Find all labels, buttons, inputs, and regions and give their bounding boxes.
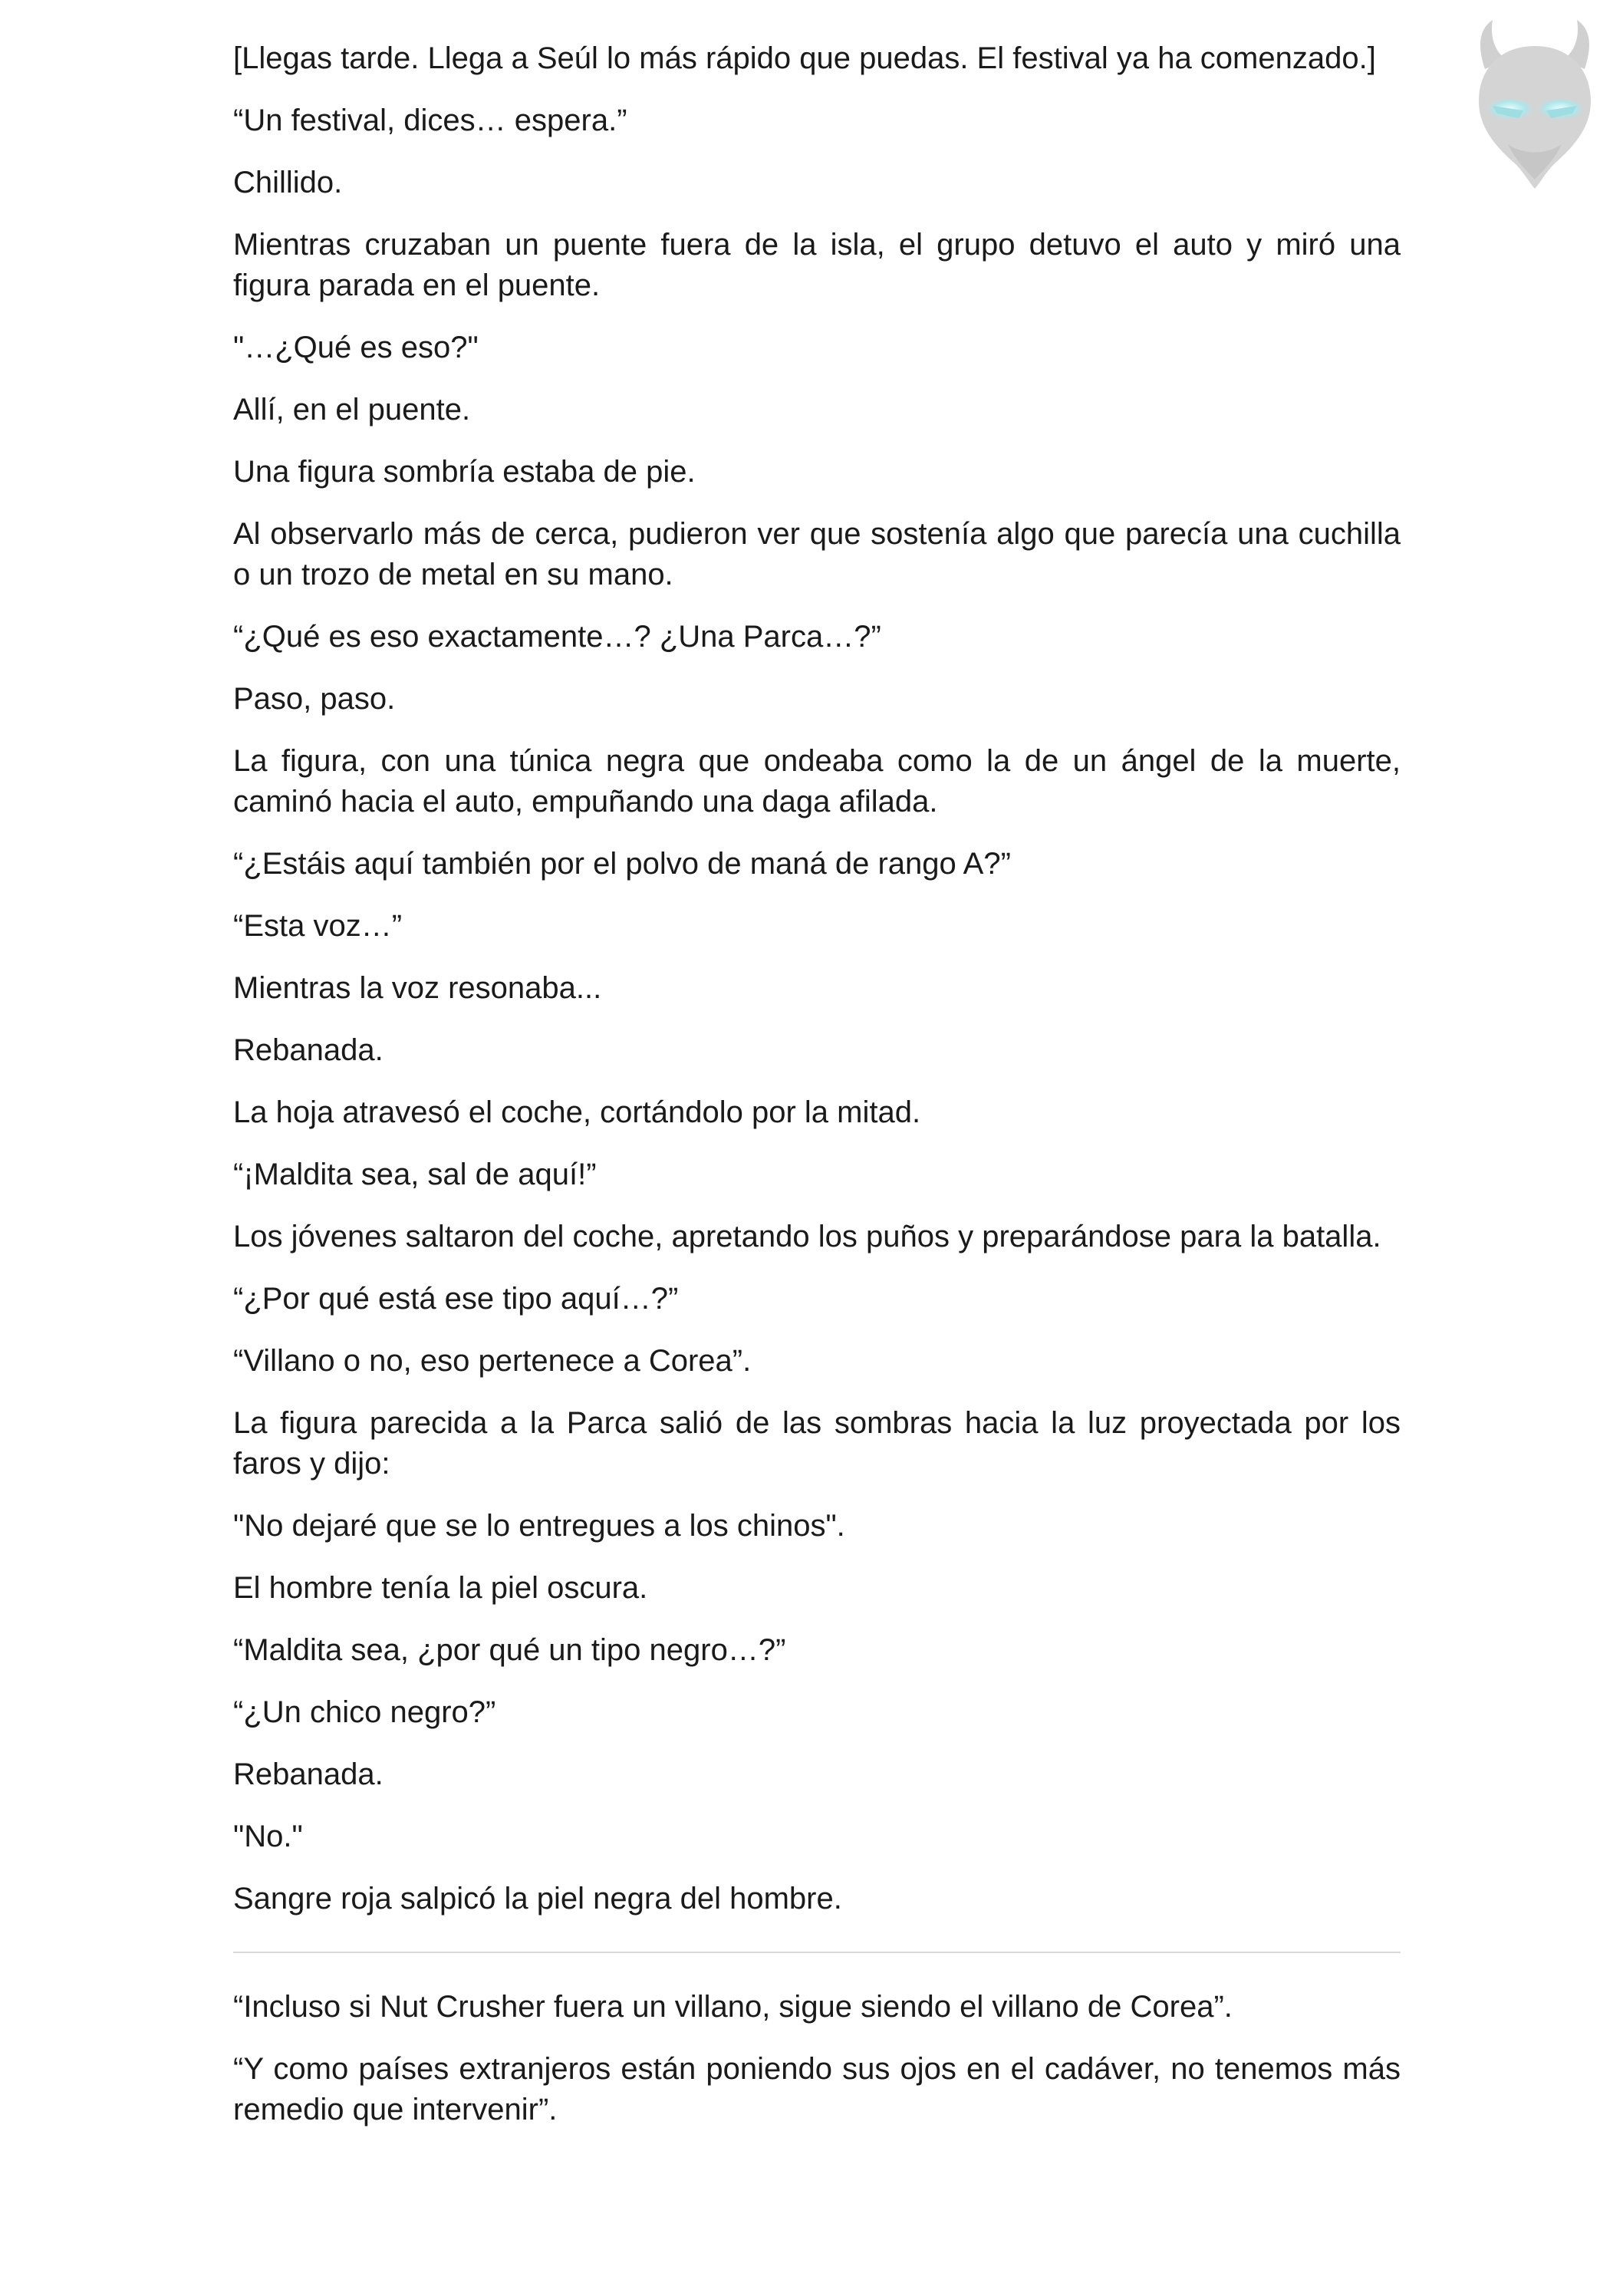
paragraph: "No dejaré que se lo entregues a los chinos". [233, 1509, 845, 1543]
paragraph: “¿Qué es eso exactamente…? ¿Una Parca…?” [233, 620, 881, 654]
chapter-text-after-divider [233, 1987, 1401, 2130]
paragraph: La figura, con una túnica negra que ondeaba como la de un ángel de la muerte, caminó hacia el auto, empuñando una daga afilada. [233, 744, 1401, 819]
paragraph: “Y como países extranjeros están poniendo sus ojos en el cadáver, no tenemos más remedio que intervenir”. [233, 2052, 1401, 2126]
paragraph: La figura parecida a la Parca salió de las sombras hacia la luz proyectada por los faros y dijo: [233, 1406, 1401, 1481]
document-body [233, 38, 1401, 2152]
paragraph: “¿Un chico negro?” [233, 1695, 496, 1729]
demon-head-logo-icon [1462, 15, 1608, 192]
paragraph: La hoja atravesó el coche, cortándolo por la mitad. [233, 1095, 921, 1129]
paragraph: Al observarlo más de cerca, pudieron ver que sostenía algo que parecía una cuchilla o un trozo de metal en su mano. [233, 517, 1401, 591]
paragraph: “Un festival, dices… espera.” [233, 104, 627, 137]
paragraph: “¿Estáis aquí también por el polvo de maná de rango A?” [233, 847, 1011, 881]
paragraph: Sangre roja salpicó la piel negra del hombre. [233, 1882, 842, 1916]
paragraph: El hombre tenía la piel oscura. [233, 1571, 648, 1605]
paragraph: Rebanada. [233, 1757, 384, 1791]
paragraph: “Villano o no, eso pertenece a Corea”. [233, 1344, 752, 1378]
paragraph: Mientras cruzaban un puente fuera de la isla, el grupo detuvo el auto y miró una figura parada en el puente. [233, 228, 1401, 302]
paragraph: Mientras la voz resonaba... [233, 971, 602, 1005]
paragraph: Paso, paso. [233, 682, 396, 716]
paragraph: Allí, en el puente. [233, 393, 471, 427]
paragraph: “Maldita sea, ¿por qué un tipo negro…?” [233, 1633, 786, 1667]
paragraph: “¡Maldita sea, sal de aquí!” [233, 1158, 597, 1191]
paragraph: “Esta voz…” [233, 909, 403, 943]
paragraph: "…¿Qué es eso?" [233, 331, 479, 364]
paragraph: “Incluso si Nut Crusher fuera un villano, sigue siendo el villano de Corea”. [233, 1990, 1233, 2024]
paragraph: Los jóvenes saltaron del coche, apretando los puños y preparándose para la batalla. [233, 1220, 1381, 1253]
paragraph: Rebanada. [233, 1033, 384, 1067]
paragraph: [Llegas tarde. Llega a Seúl lo más rápido que puedas. El festival ya ha comenzado.] [233, 41, 1376, 75]
paragraph: “¿Por qué está ese tipo aquí…?” [233, 1282, 679, 1316]
section-divider [233, 1952, 1401, 1953]
chapter-text-before-divider [233, 38, 1401, 1919]
paragraph: "No." [233, 1820, 303, 1853]
paragraph: Chillido. [233, 166, 343, 199]
paragraph: Una figura sombría estaba de pie. [233, 455, 696, 489]
